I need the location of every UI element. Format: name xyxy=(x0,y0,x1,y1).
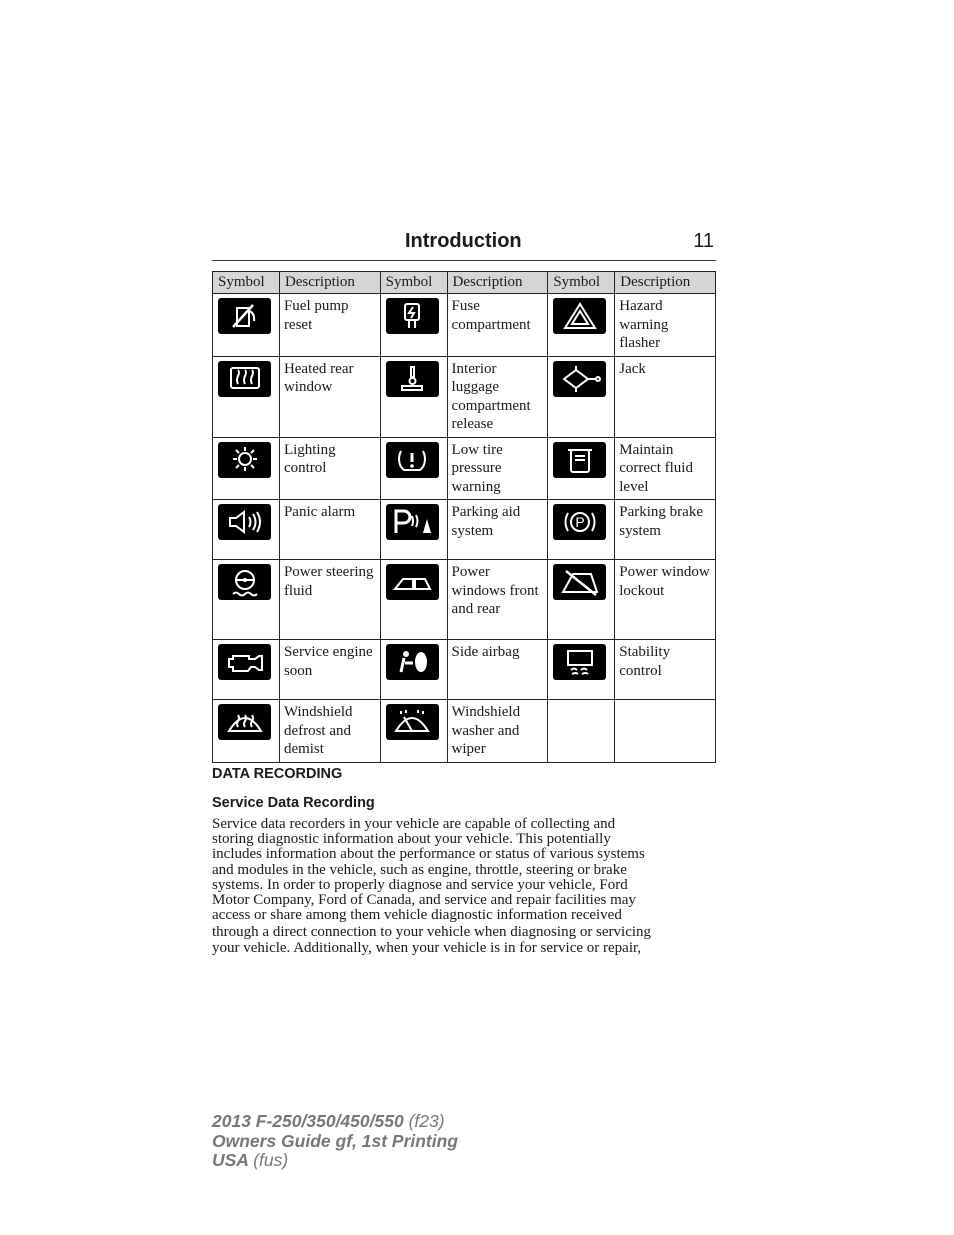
symbol-cell xyxy=(380,294,447,357)
symbol-cell xyxy=(548,294,615,357)
page-number: 11 xyxy=(693,230,714,252)
table-row xyxy=(213,640,716,700)
description-cell: Jack xyxy=(615,356,716,437)
symbol-cell xyxy=(548,560,615,640)
description-cell: Parking aid system xyxy=(447,500,548,560)
footer-line-1 xyxy=(212,1112,458,1132)
footer-line-2: Owners Guide gf, 1st Printing xyxy=(212,1130,458,1151)
symbol-cell xyxy=(213,640,280,700)
column-header: Description xyxy=(447,272,548,294)
panic-alarm-icon xyxy=(218,504,271,540)
stability-control-icon xyxy=(553,644,606,680)
table-row xyxy=(213,356,716,437)
power-windows-icon xyxy=(386,564,439,600)
table-header-row xyxy=(213,272,716,294)
jack-icon xyxy=(553,361,606,397)
description-cell: Service engine soon xyxy=(279,640,380,700)
description-cell: Power steering fluid xyxy=(279,560,380,640)
table-row xyxy=(213,700,716,763)
section-heading: DATA RECORDING xyxy=(212,766,343,782)
symbol-cell xyxy=(548,640,615,700)
fluid-level-icon xyxy=(553,442,606,478)
column-header: Symbol xyxy=(213,272,280,294)
description-cell: Panic alarm xyxy=(279,500,380,560)
body-line: your vehicle. Additionally, when your vehicle is in for service or repair, xyxy=(212,939,642,956)
luggage-release-icon xyxy=(386,361,439,397)
hazard-triangle-icon xyxy=(553,298,606,334)
footer-model: 2013 F-250/350/450/550 xyxy=(212,1111,404,1131)
side-airbag-icon xyxy=(386,644,439,680)
symbol-cell xyxy=(213,700,280,763)
body-text xyxy=(212,817,716,956)
table-row xyxy=(213,560,716,640)
footer-line-3 xyxy=(212,1151,458,1171)
heated-rear-window-icon xyxy=(218,361,271,397)
description-cell: Power window lockout xyxy=(615,560,716,640)
symbol-cell xyxy=(213,560,280,640)
description-cell: Stability control xyxy=(615,640,716,700)
description-cell: Windshield washer and wiper xyxy=(447,700,548,763)
table-row xyxy=(213,500,716,560)
description-cell: Lighting control xyxy=(279,437,380,500)
body-line: through a direct connection to your vehicle when diagnosing or servicing xyxy=(212,924,652,941)
subheading: Service Data Recording xyxy=(212,795,375,811)
page-header xyxy=(212,230,716,261)
column-header: Symbol xyxy=(380,272,447,294)
parking-brake-icon xyxy=(553,504,606,540)
description-cell: Power windows front and rear xyxy=(447,560,548,640)
column-header: Description xyxy=(279,272,380,294)
symbol-cell xyxy=(213,500,280,560)
symbol-cell xyxy=(380,356,447,437)
column-header: Symbol xyxy=(548,272,615,294)
footer-region: USA xyxy=(212,1150,249,1170)
table-row xyxy=(213,437,716,500)
body-line: includes information about the performance or status of various systems xyxy=(212,846,645,863)
description-cell: Low tire pressure warning xyxy=(447,437,548,500)
svg-text:P: P xyxy=(575,514,585,530)
engine-icon xyxy=(218,644,271,680)
body-line: and modules in the vehicle, such as engine, throttle, steering or brake xyxy=(212,861,627,878)
table-row xyxy=(213,294,716,357)
symbol-cell xyxy=(548,500,615,560)
description-cell: Maintain correct fluid level xyxy=(615,437,716,500)
description-cell: Windshield defrost and demist xyxy=(279,700,380,763)
symbol-cell xyxy=(213,294,280,357)
description-cell: Hazard warning flasher xyxy=(615,294,716,357)
body-line: storing diagnostic information about your vehicle. This potentially xyxy=(212,831,611,848)
body-line: systems. In order to properly diagnose and service your vehicle, Ford xyxy=(212,876,628,893)
description-cell: Fuel pump reset xyxy=(279,294,380,357)
symbol-cell xyxy=(380,437,447,500)
footer-model-code: (f23) xyxy=(408,1111,445,1131)
symbol-cell xyxy=(213,356,280,437)
footer xyxy=(212,1112,458,1171)
body-line: access or share among them vehicle diagnostic information received xyxy=(212,907,622,924)
footer-region-code: (fus) xyxy=(253,1150,289,1170)
description-cell: Interior luggage compartment release xyxy=(447,356,548,437)
washer-wiper-icon xyxy=(386,704,439,740)
symbol-cell xyxy=(380,560,447,640)
symbol-cell xyxy=(213,437,280,500)
description-cell: Parking brake system xyxy=(615,500,716,560)
steering-fluid-icon xyxy=(218,564,271,600)
symbol-cell xyxy=(380,500,447,560)
window-lockout-icon xyxy=(553,564,606,600)
page-title: Introduction xyxy=(405,230,522,252)
symbol-cell xyxy=(380,640,447,700)
symbol-cell xyxy=(548,437,615,500)
windshield-defrost-icon xyxy=(218,704,271,740)
description-cell: Heated rear window xyxy=(279,356,380,437)
symbol-table xyxy=(212,271,716,763)
symbol-cell xyxy=(380,700,447,763)
symbol-cell xyxy=(548,356,615,437)
description-cell: Fuse compartment xyxy=(447,294,548,357)
description-cell: Side airbag xyxy=(447,640,548,700)
tire-pressure-icon xyxy=(386,442,439,478)
fuse-icon xyxy=(386,298,439,334)
body-line: Service data recorders in your vehicle are capable of collecting and xyxy=(212,816,616,832)
light-bulb-icon xyxy=(218,442,271,478)
symbol-cell xyxy=(548,700,615,763)
fuel-pump-reset-icon xyxy=(218,298,271,334)
body-line: Motor Company, Ford of Canada, and service and repair facilities may xyxy=(212,892,636,909)
column-header: Description xyxy=(615,272,716,294)
parking-aid-icon xyxy=(386,504,439,540)
description-cell xyxy=(615,700,716,763)
